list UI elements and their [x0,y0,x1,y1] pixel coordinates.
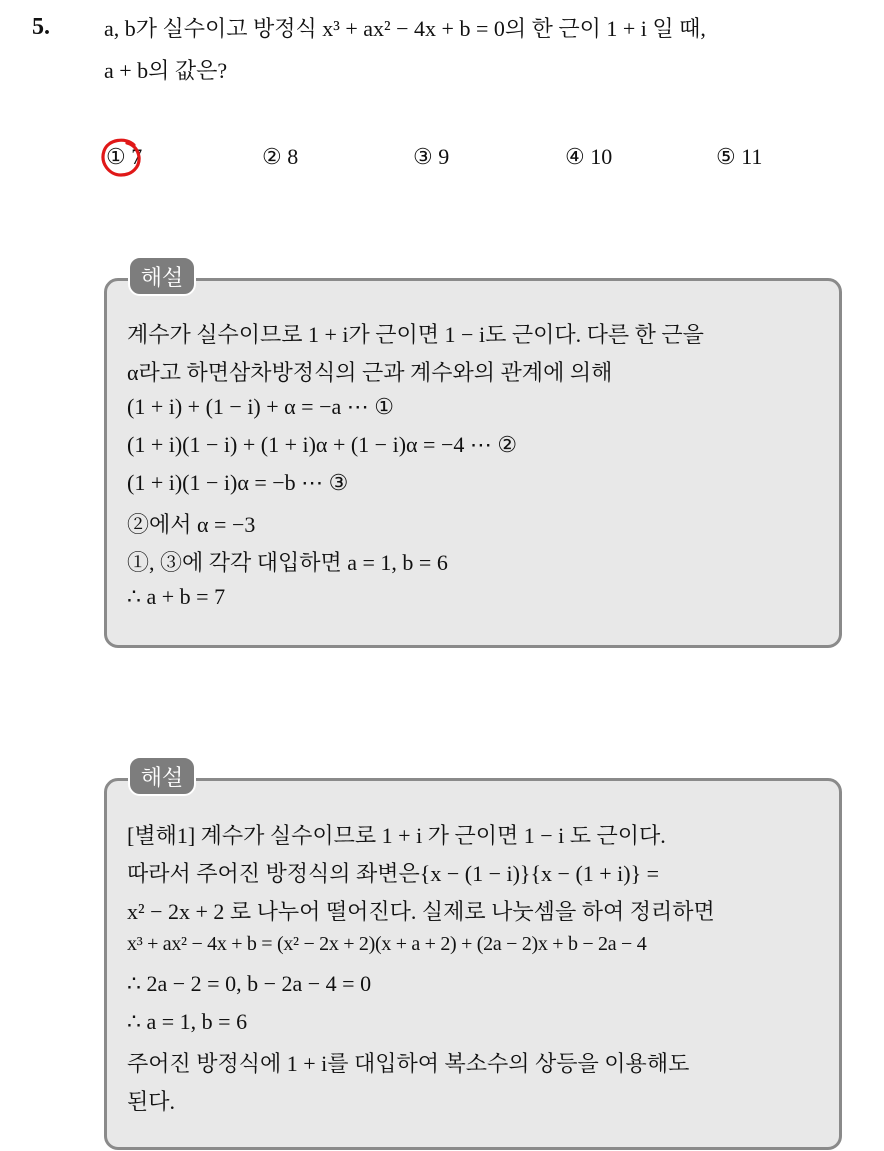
question-number: 5. [32,14,50,40]
answer-circle-mark [99,136,145,180]
choice-3[interactable]: ③ 9 [413,144,450,169]
solution-tab-2: 해설 [128,756,196,796]
choice-1[interactable]: ① 7 [106,144,143,169]
solution-box-2 [104,778,842,1150]
solution-1-line-1: 계수가 실수이므로 1 + i가 근이면 1 − i도 근이다. 다른 한 근을 [127,322,704,347]
solution-box-1 [104,278,842,648]
solution-1-line-7: ①, ③에 각각 대입하면 a = 1, b = 6 [127,550,448,575]
solution-tab-1: 해설 [128,256,196,296]
question-text-line-2: a + b의 값은? [104,58,228,83]
question-text-line-1: a, b가 실수이고 방정식 x³ + ax² − 4x + b = 0의 한 근이 1 + i 일 때, [104,16,706,41]
solution-2-line-1: [별해1] 계수가 실수이므로 1 + i 가 근이면 1 − i 도 근이다. [127,823,666,848]
solution-2-line-5: ∴ 2a − 2 = 0, b − 2a − 4 = 0 [127,971,372,996]
choice-5[interactable]: ⑤ 11 [716,144,763,169]
solution-2-line-2: 따라서 주어진 방정식의 좌변은{x − (1 − i)}{x − (1 + i)} = [127,861,660,886]
solution-1-line-5: (1 + i)(1 − i)α = −b ⋯ ③ [127,470,349,495]
solution-1-line-6: ②에서 α = −3 [127,512,256,537]
choice-4[interactable]: ④ 10 [565,144,613,169]
solution-1-line-3: (1 + i) + (1 − i) + α = −a ⋯ ① [127,394,394,419]
solution-1-line-8: ∴ a + b = 7 [127,584,226,609]
solution-2-line-3: x² − 2x + 2 로 나누어 떨어진다. 실제로 나눗셈을 하여 정리하면 [127,899,715,924]
solution-2-line-6: ∴ a = 1, b = 6 [127,1009,248,1034]
solution-2-line-7: 주어진 방정식에 1 + i를 대입하여 복소수의 상등을 이용해도 [127,1051,690,1076]
solution-2-line-8: 된다. [127,1089,176,1114]
solution-1-line-2: α라고 하면삼차방정식의 근과 계수와의 관계에 의해 [127,360,613,385]
solution-1-line-4: (1 + i)(1 − i) + (1 + i)α + (1 − i)α = −4 ⋯ ② [127,432,518,457]
solution-2-line-4: x³ + ax² − 4x + b = (x² − 2x + 2)(x + a + 2) + (2a − 2)x + b − 2a − 4 [127,933,647,955]
choice-2[interactable]: ② 8 [262,144,299,169]
